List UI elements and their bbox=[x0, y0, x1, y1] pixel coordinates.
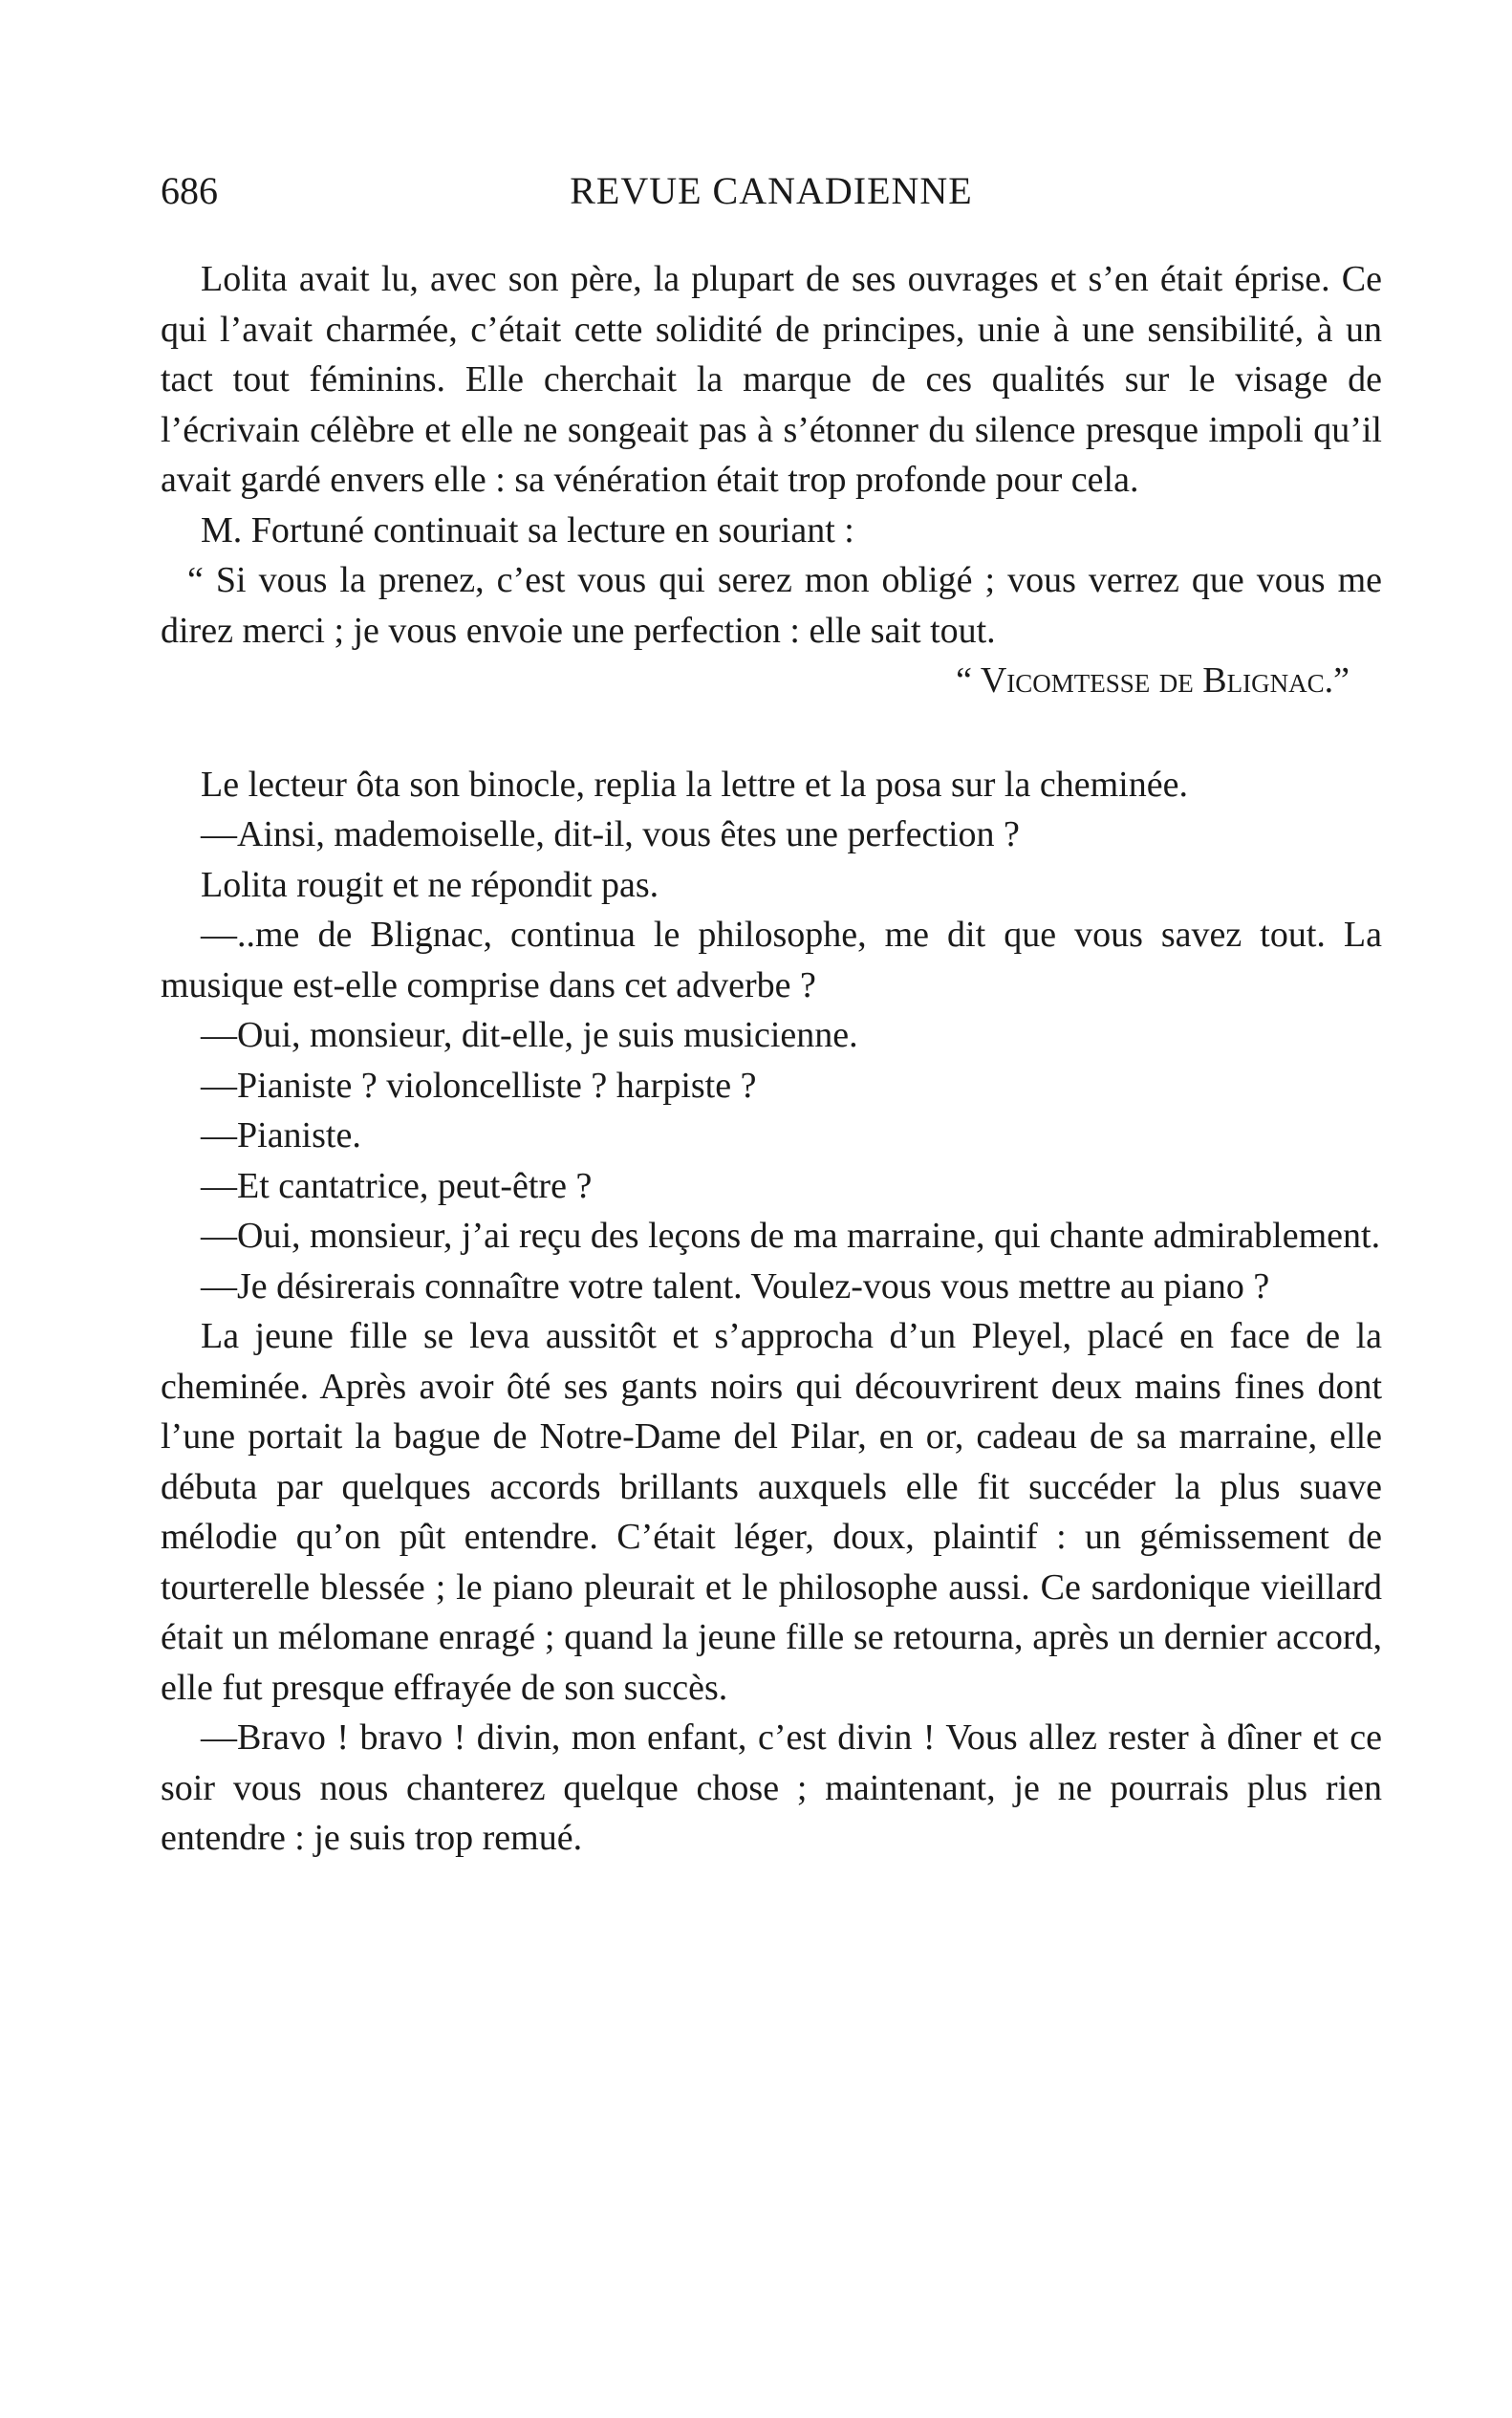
page-number: 686 bbox=[161, 169, 218, 212]
signature-text: “ Vicomtesse de Blignac.” bbox=[956, 660, 1350, 701]
running-header bbox=[161, 162, 1382, 220]
paragraph: La jeune fille se leva aussitôt et s’approcha d’un Pleyel, placé en face de la cheminée. Après avoir ôté ses gants noirs qui découvrirent deux mains fines dont l’une portait la bague de Notre-Dame del Pilar, en or, cadeau de sa marraine, elle débuta par quelques accords brillants auxquels elle fit succéder la plus suave mélodie qu’on pût entendre. C’était léger, doux, plaintif : un gémissement de tourterelle blessée ; le piano pleurait et le philosophe aussi. Ce sardonique vieillard était un mélomane enragé ; quand la jeune fille se retourna, après un dernier accord, elle fut presque effrayée de son succès. bbox=[161, 1316, 1382, 1708]
dialogue-line: —Je désirerais connaître votre talent. Voulez-vous vous mettre au piano ? bbox=[201, 1265, 1270, 1306]
paragraph: M. Fortuné continuait sa lecture en souriant : bbox=[201, 509, 854, 551]
running-title: REVUE CANADIENNE bbox=[570, 169, 973, 212]
document-page bbox=[161, 162, 1382, 1864]
paragraph: Lolita rougit et ne répondit pas. bbox=[201, 864, 659, 905]
section-gap bbox=[161, 706, 1382, 760]
dialogue-line: —Oui, monsieur, j’ai reçu des leçons de ma marraine, qui chante admirablement. bbox=[201, 1216, 1381, 1256]
dialogue-line: —Pianiste ? violoncelliste ? harpiste ? bbox=[201, 1065, 757, 1106]
paragraph: Lolita avait lu, avec son père, la plupart de ses ouvrages et s’en était éprise. Ce qui l’avait charmée, c’était cette solidité de principes, unie à une sensibilité, à un tact tout féminins. Elle cherchait la marque de ces qualités sur le visage de l’écrivain célèbre et elle ne songeait pas à s’étonner du silence presque impoli qu’il avait gardé envers elle : sa vénération était trop profonde pour cela. bbox=[161, 259, 1382, 500]
dialogue-line: —..me de Blignac, continua le philosophe, me dit que vous savez tout. La musique est-elle comprise dans cet adverbe ? bbox=[161, 915, 1382, 1005]
dialogue-line: —Bravo ! bravo ! divin, mon enfant, c’est divin ! Vous allez rester à dîner et ce soir vous nous chanterez quelque chose ; maintenant, je ne pourrais plus rien entendre : je suis trop remué. bbox=[161, 1717, 1382, 1858]
dialogue-line: —Ainsi, mademoiselle, dit-il, vous êtes une perfection ? bbox=[201, 814, 1020, 854]
body-text bbox=[161, 254, 1382, 1864]
dialogue-line: —Et cantatrice, peut-être ? bbox=[201, 1165, 593, 1206]
paragraph: Le lecteur ôta son binocle, replia la lettre et la posa sur la cheminée. bbox=[201, 764, 1188, 805]
letter-signature bbox=[161, 656, 1382, 706]
dialogue-line: —Pianiste. bbox=[201, 1115, 361, 1155]
dialogue-line: —Oui, monsieur, dit-elle, je suis musicienne. bbox=[201, 1015, 858, 1055]
letter-quote: “ Si vous la prenez, c’est vous qui serez mon obligé ; vous verrez que vous me direz merci ; je vous envoie une perfection : elle sait tout. bbox=[161, 560, 1382, 651]
